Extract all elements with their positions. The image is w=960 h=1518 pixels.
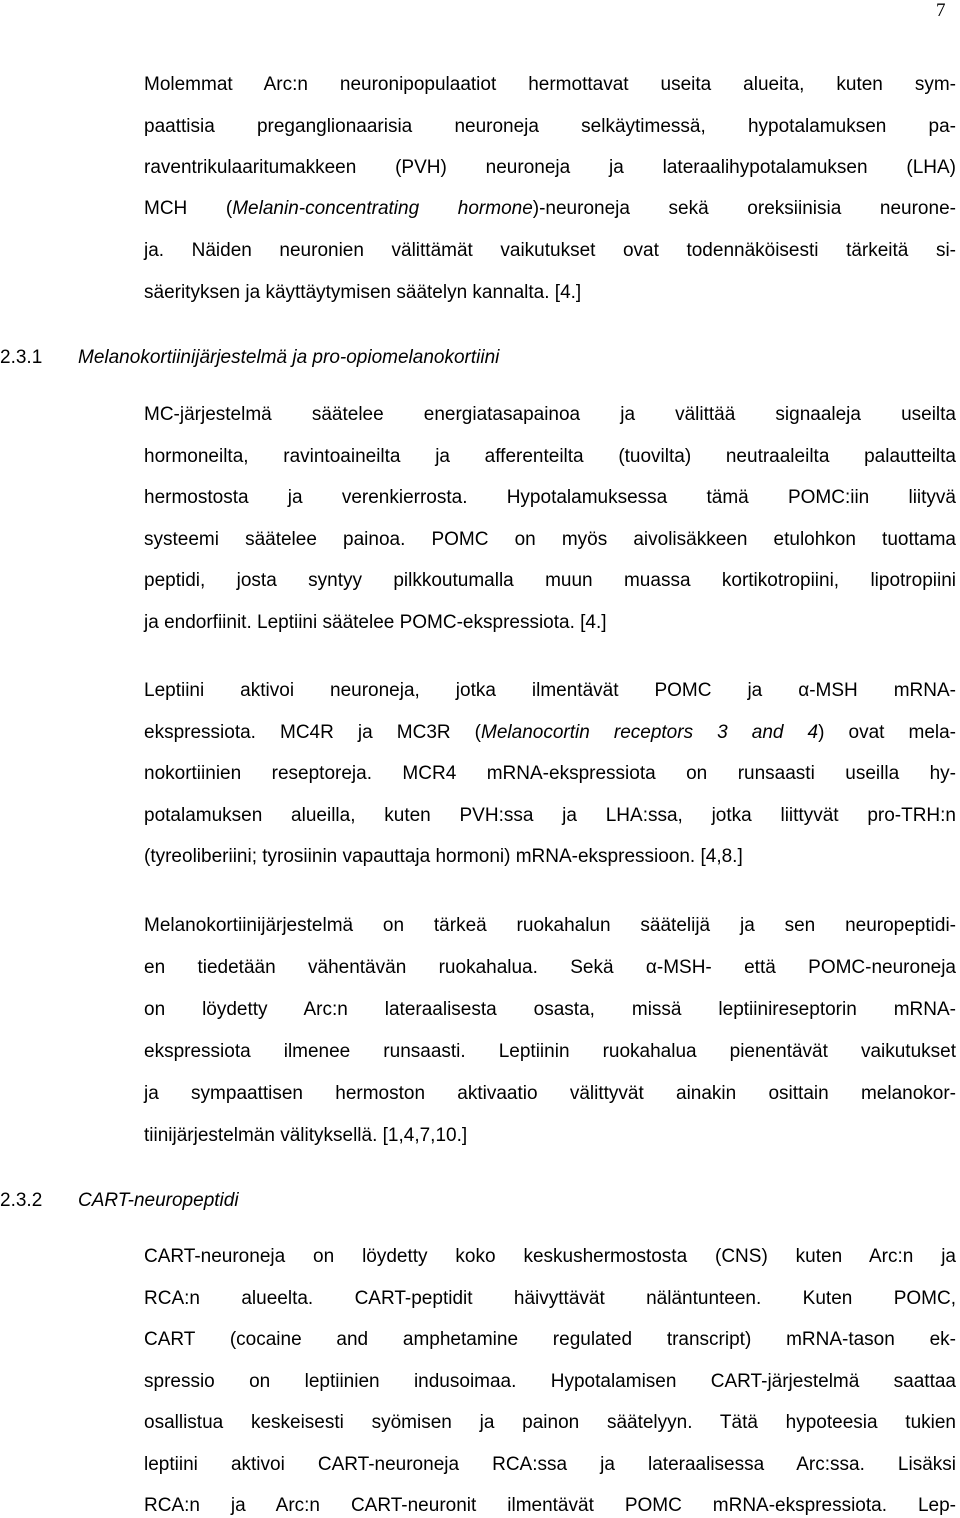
text-line: leptiini aktivoi CART-neuroneja RCA:ssa ja lateraalisessa Arc:ssa. Lisäksi xyxy=(144,1454,956,1475)
section-number: 2.3.2 xyxy=(0,1190,43,1211)
text-line: MCH (Melanin-concentrating hormone)-neuroneja sekä oreksiinisia neurone- xyxy=(144,198,956,219)
text-line: Leptiini aktivoi neuroneja, jotka ilmentävät POMC ja α-MSH mRNA- xyxy=(144,680,956,701)
text-line: ja endorfiinit. Leptiini säätelee POMC-ekspressiota. [4.] xyxy=(144,612,607,633)
text-line: Molemmat Arc:n neuronipopulaatiot hermottavat useita alueita, kuten sym- xyxy=(144,74,956,95)
text-line: RCA:n ja Arc:n CART-neuronit ilmentävät POMC mRNA-ekspressiota. Lep- xyxy=(144,1495,956,1516)
text-line: RCA:n alueelta. CART-peptidit häivyttävät näläntunteen. Kuten POMC, xyxy=(144,1288,956,1309)
text-line: en tiedetään vähentävän ruokahalua. Sekä α-MSH- että POMC-neuroneja xyxy=(144,957,956,978)
section-title: CART-neuropeptidi xyxy=(78,1190,239,1211)
text-line: säerityksen ja käyttäytymisen säätelyn kannalta. [4.] xyxy=(144,282,582,303)
text-line: tiinijärjestelmän välityksellä. [1,4,7,10.] xyxy=(144,1125,468,1146)
page-number: 7 xyxy=(936,0,946,21)
text-line: ja. Näiden neuronien välittämät vaikutukset ovat todennäköisesti tärkeitä si- xyxy=(144,240,956,261)
text-line: hormoneilta, ravintoaineilta ja afferenteilta (tuovilta) neutraaleilta palautteilta xyxy=(144,446,956,467)
section-title: Melanokortiinijärjestelmä ja pro-opiomelanokortiini xyxy=(78,347,500,368)
text-line: potalamuksen alueilla, kuten PVH:ssa ja LHA:ssa, jotka liittyvät pro-TRH:n xyxy=(144,805,956,826)
text-line: (tyreoliberiini; tyrosiinin vapauttaja hormoni) mRNA-ekspressioon. [4,8.] xyxy=(144,846,743,867)
text-line: hermostosta ja verenkierrosta. Hypotalamuksessa tämä POMC:iin liityvä xyxy=(144,487,956,508)
section-heading-2-3-2 xyxy=(0,1189,239,1213)
text-line: ekspressiota. MC4R ja MC3R (Melanocortin receptors 3 and 4) ovat mela- xyxy=(144,722,956,743)
text-line: paattisia preganglionaarisia neuroneja selkäytimessä, hypotalamuksen pa- xyxy=(144,116,956,137)
text-line: Melanokortiinijärjestelmä on tärkeä ruokahalun säätelijä ja sen neuropeptidi- xyxy=(144,915,956,936)
section-number: 2.3.1 xyxy=(0,347,43,368)
text-line: CART (cocaine and amphetamine regulated transcript) mRNA-tason ek- xyxy=(144,1329,956,1350)
text-line: systeemi säätelee painoa. POMC on myös aivolisäkkeen etulohkon tuottama xyxy=(144,529,956,550)
text-line: osallistua keskeisesti syömisen ja painon säätelyyn. Tätä hypoteesia tukien xyxy=(144,1412,956,1433)
text-line: CART-neuroneja on löydetty koko keskushermostosta (CNS) kuten Arc:n ja xyxy=(144,1246,956,1267)
text-line: ekspressiota ilmenee runsaasti. Leptiinin ruokahalua pienentävät vaikutukset xyxy=(144,1041,956,1062)
text-line: ja sympaattisen hermoston aktivaatio välittyvät ainakin osittain melanokor- xyxy=(144,1083,956,1104)
text-line: MC-järjestelmä säätelee energiatasapainoa ja välittää signaaleja useilta xyxy=(144,404,956,425)
text-line: spressio on leptiinien indusoimaa. Hypotalamisen CART-järjestelmä saattaa xyxy=(144,1371,956,1392)
text-line: raventrikulaaritumakkeen (PVH) neuroneja ja lateraalihypotalamuksen (LHA) xyxy=(144,157,956,178)
text-line: nokortiinien reseptoreja. MCR4 mRNA-ekspressiota on runsaasti useilla hy- xyxy=(144,763,956,784)
text-line: on löydetty Arc:n lateraalisesta osasta, missä leptiinireseptorin mRNA- xyxy=(144,999,956,1020)
text-line: peptidi, josta syntyy pilkkoutumalla muun muassa kortikotropiini, lipotropiini xyxy=(144,570,956,591)
section-heading-2-3-1 xyxy=(0,346,499,370)
